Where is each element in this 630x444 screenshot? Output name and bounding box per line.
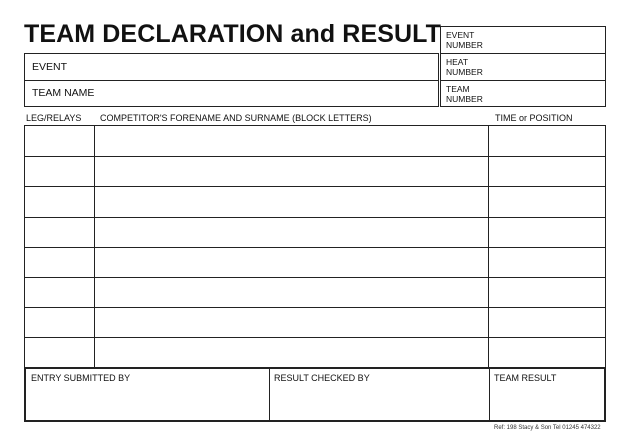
leg-cell[interactable] — [25, 126, 94, 156]
heat-number-field[interactable] — [440, 53, 606, 81]
event-number-label: EVENT NUMBER — [446, 30, 483, 50]
competitor-name-cell[interactable] — [95, 338, 488, 367]
time-position-cell[interactable] — [489, 187, 605, 216]
competitor-name-cell[interactable] — [95, 157, 488, 186]
signature-divider-2 — [489, 369, 490, 420]
competitor-name-cell[interactable] — [95, 126, 488, 156]
table-row — [25, 307, 605, 337]
signature-divider-1 — [269, 369, 270, 420]
column-header-leg: LEG/RELAYS — [26, 113, 82, 123]
leg-cell[interactable] — [25, 338, 94, 367]
team-number-field[interactable] — [440, 80, 606, 107]
heat-number-label: HEAT NUMBER — [446, 57, 483, 77]
leg-cell[interactable] — [25, 218, 94, 247]
table-row — [25, 186, 605, 216]
column-divider-2 — [488, 126, 489, 367]
time-position-cell[interactable] — [489, 126, 605, 156]
competitor-name-cell[interactable] — [95, 218, 488, 247]
table-row — [25, 126, 605, 156]
column-header-competitor: COMPETITOR'S FORENAME AND SURNAME (BLOCK LETTERS) — [100, 113, 372, 123]
footer-reference: Ref: 198 Stacy & Son Tel 01245 474322 — [494, 425, 601, 431]
competitor-name-cell[interactable] — [95, 187, 488, 216]
competitor-table — [24, 125, 606, 367]
form-title: TEAM DECLARATION and RESULT — [24, 20, 442, 48]
competitor-name-cell[interactable] — [95, 278, 488, 307]
leg-cell[interactable] — [25, 278, 94, 307]
time-position-cell[interactable] — [489, 157, 605, 186]
signature-section — [24, 367, 606, 422]
result-checked-label: RESULT CHECKED BY — [274, 373, 370, 383]
competitor-name-cell[interactable] — [95, 308, 488, 337]
entry-submitted-label: ENTRY SUBMITTED BY — [31, 373, 131, 383]
team-name-field[interactable] — [24, 80, 439, 107]
team-name-label: TEAM NAME — [32, 87, 95, 99]
table-row — [25, 337, 605, 367]
column-divider-1 — [94, 126, 95, 367]
event-field[interactable] — [24, 53, 439, 81]
leg-cell[interactable] — [25, 187, 94, 216]
leg-cell[interactable] — [25, 248, 94, 277]
event-number-field[interactable] — [440, 26, 606, 54]
time-position-cell[interactable] — [489, 278, 605, 307]
time-position-cell[interactable] — [489, 218, 605, 247]
leg-cell[interactable] — [25, 157, 94, 186]
leg-cell[interactable] — [25, 308, 94, 337]
table-row — [25, 156, 605, 186]
competitor-name-cell[interactable] — [95, 248, 488, 277]
event-label: EVENT — [32, 61, 68, 73]
time-position-cell[interactable] — [489, 308, 605, 337]
table-row — [25, 247, 605, 277]
time-position-cell[interactable] — [489, 248, 605, 277]
team-result-label: TEAM RESULT — [494, 373, 557, 383]
table-row — [25, 217, 605, 247]
time-position-cell[interactable] — [489, 338, 605, 367]
table-row — [25, 277, 605, 307]
team-number-label: TEAM NUMBER — [446, 84, 483, 104]
column-header-time: TIME or POSITION — [495, 113, 573, 123]
